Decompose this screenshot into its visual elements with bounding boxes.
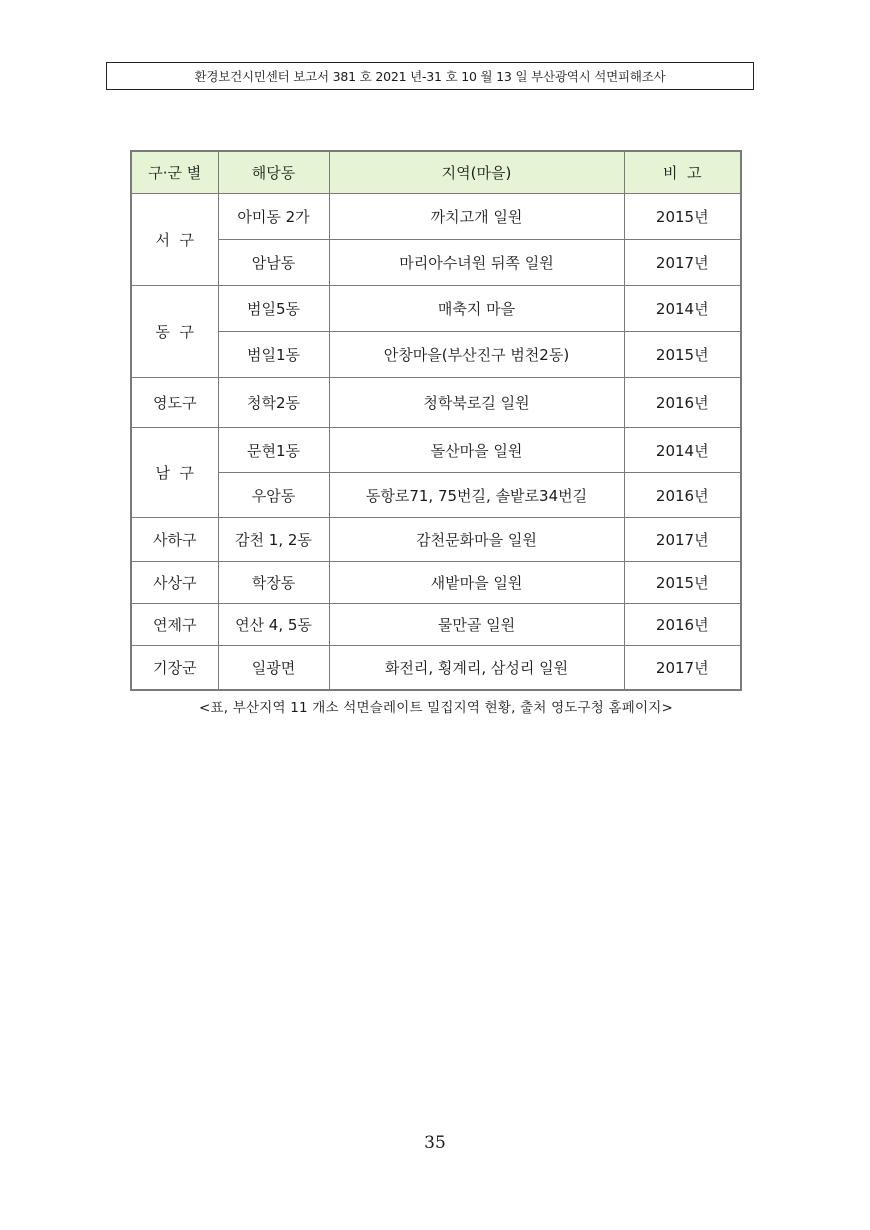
- area-cell: 동항로71, 75번길, 솔밭로34번길: [329, 473, 624, 518]
- area-cell: 물만골 일원: [329, 604, 624, 646]
- table-row: [132, 604, 740, 646]
- area-cell: 화전리, 횡계리, 삼성리 일원: [329, 646, 624, 690]
- dong-cell: 일광면: [218, 646, 329, 690]
- table-row: [132, 428, 740, 473]
- table-row: [132, 194, 740, 240]
- note-cell: 2015년: [624, 194, 740, 240]
- dong-cell: 범일1동: [218, 332, 329, 378]
- area-cell: 감천문화마을 일원: [329, 518, 624, 562]
- table-row: [132, 332, 740, 378]
- table-row: [132, 240, 740, 286]
- dong-cell: 학장동: [218, 562, 329, 604]
- dong-cell: 감천 1, 2동: [218, 518, 329, 562]
- dong-cell: 암남동: [218, 240, 329, 286]
- note-cell: 2017년: [624, 646, 740, 690]
- dong-cell: 연산 4, 5동: [218, 604, 329, 646]
- district-cell: 연제구: [132, 604, 218, 646]
- table-row: [132, 286, 740, 332]
- dong-cell: 문현1동: [218, 428, 329, 473]
- note-cell: 2015년: [624, 562, 740, 604]
- note-cell: 2017년: [624, 240, 740, 286]
- report-header-text: 환경보건시민센터 보고서 381 호 2021 년-31 호 10 월 13 일 부산광역시 석면피해조사: [194, 69, 666, 84]
- table-header-row: [132, 152, 740, 194]
- area-cell: 돌산마을 일원: [329, 428, 624, 473]
- area-cell: 매축지 마을: [329, 286, 624, 332]
- district-cell: 영도구: [132, 378, 218, 428]
- district-cell: 남 구: [132, 428, 218, 518]
- dong-cell: 청학2동: [218, 378, 329, 428]
- column-header-area: 지역(마을): [329, 152, 624, 194]
- table-row: [132, 518, 740, 562]
- note-cell: 2016년: [624, 473, 740, 518]
- dong-cell: 범일5동: [218, 286, 329, 332]
- report-header: [106, 62, 754, 90]
- district-cell: 사하구: [132, 518, 218, 562]
- note-cell: 2014년: [624, 428, 740, 473]
- note-cell: 2016년: [624, 604, 740, 646]
- table-caption: <표, 부산지역 11 개소 석면슬레이트 밀집지역 현황, 출처 영도구청 홈페이지>: [199, 700, 673, 716]
- dong-cell: 아미동 2가: [218, 194, 329, 240]
- district-cell: 기장군: [132, 646, 218, 690]
- area-cell: 까치고개 일원: [329, 194, 624, 240]
- area-cell: 마리아수녀원 뒤쪽 일원: [329, 240, 624, 286]
- table-row: [132, 646, 740, 690]
- note-cell: 2014년: [624, 286, 740, 332]
- asbestos-area-table: [130, 150, 742, 691]
- district-cell: 동 구: [132, 286, 218, 378]
- district-cell: 서 구: [132, 194, 218, 286]
- column-header-note: 비 고: [624, 152, 740, 194]
- area-cell: 새밭마을 일원: [329, 562, 624, 604]
- table-row: [132, 473, 740, 518]
- dong-cell: 우암동: [218, 473, 329, 518]
- district-cell: 사상구: [132, 562, 218, 604]
- note-cell: 2016년: [624, 378, 740, 428]
- area-cell: 청학북로길 일원: [329, 378, 624, 428]
- table-row: [132, 562, 740, 604]
- page-number: 35: [424, 1133, 446, 1153]
- note-cell: 2015년: [624, 332, 740, 378]
- area-cell: 안창마을(부산진구 범천2동): [329, 332, 624, 378]
- note-cell: 2017년: [624, 518, 740, 562]
- table-row: [132, 378, 740, 428]
- column-header-dong: 해당동: [218, 152, 329, 194]
- column-header-district: 구·군 별: [132, 152, 218, 194]
